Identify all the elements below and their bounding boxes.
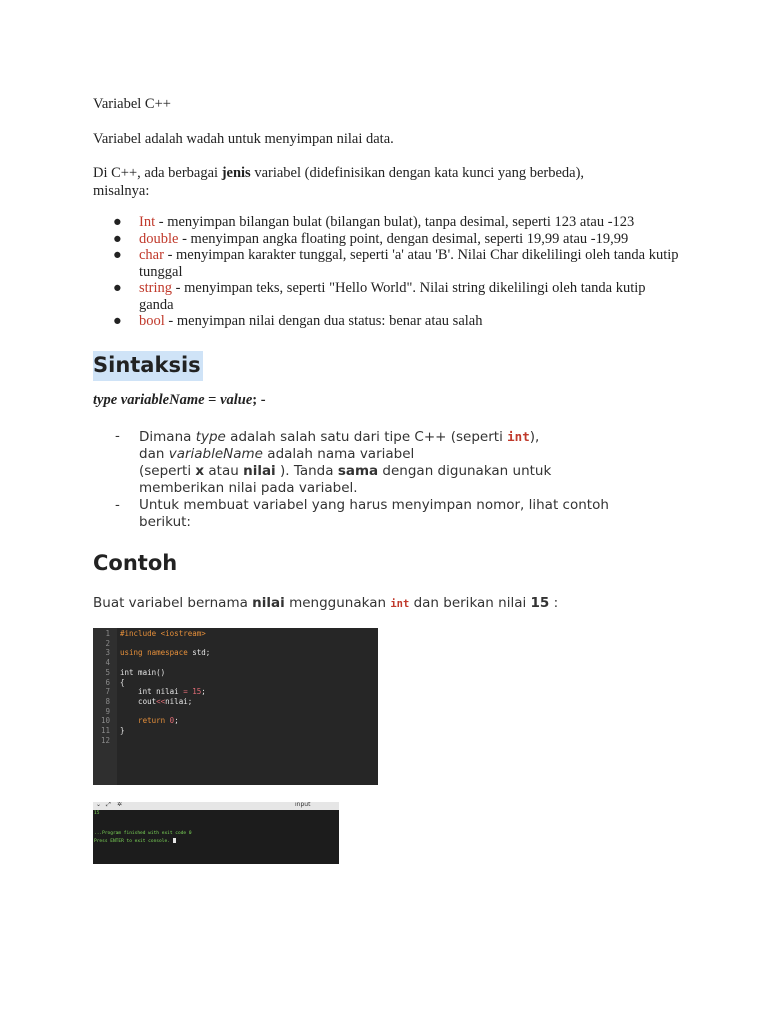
bullet-icon: ●: [113, 214, 122, 230]
inline-code: int: [390, 598, 410, 610]
bold-text: sama: [337, 463, 379, 479]
types-bold: jenis: [221, 165, 251, 181]
console-toolbar: [93, 802, 339, 810]
type-keyword: Int: [139, 214, 156, 230]
section-heading-sintaksis: [93, 353, 203, 377]
console-line: 15: [94, 811, 100, 816]
list-item: [93, 313, 683, 330]
bullet-icon: ●: [113, 230, 122, 247]
console-line: ...Program finished with exit code 0: [94, 831, 192, 836]
expand-icon[interactable]: ⤢: [106, 802, 111, 808]
list-item: [93, 231, 683, 248]
code-line: [120, 648, 210, 657]
line-number: 3: [105, 648, 110, 658]
types-text-2: variabel (didefinisikan dengan kata kunci yang berbeda),: [250, 165, 585, 181]
text: adalah salah satu dari tipe C++ (seperti: [225, 429, 508, 445]
code-token: {: [120, 677, 125, 687]
text: atau: [204, 463, 244, 479]
line-number: 8: [105, 696, 110, 706]
syntax-explanation-list: [93, 428, 693, 531]
text: menggunakan: [284, 595, 391, 611]
text: Dimana: [139, 429, 196, 445]
list-item: [93, 214, 683, 231]
code-line: [120, 687, 206, 696]
code-token: return: [120, 716, 170, 726]
variable-types-list: [93, 214, 683, 330]
code-token: }: [120, 726, 125, 735]
line-number: 2: [105, 638, 110, 648]
line-number: 9: [105, 706, 110, 716]
syntax-end: ; -: [252, 392, 266, 408]
code-token: int main(): [120, 667, 166, 677]
syntax-line: [93, 391, 266, 409]
list-item: [93, 428, 693, 497]
type-keyword: bool: [139, 313, 165, 329]
doc-title: Variabel C++: [93, 96, 171, 112]
text: dan berikan nilai: [409, 595, 531, 611]
output-console: [93, 802, 339, 864]
code-editor: [93, 628, 378, 785]
code-token: ;: [174, 716, 179, 726]
type-description: - menyimpan nilai dengan dua status: benar atau salah: [164, 313, 483, 329]
example-instruction: [93, 594, 558, 613]
syntax-eq: =: [204, 392, 221, 408]
list-item: [93, 247, 683, 280]
syntax-value: value: [220, 392, 253, 408]
text: :: [549, 595, 559, 611]
dash-icon: -: [115, 497, 120, 513]
intro-paragraph: Variabel adalah wadah untuk menyimpan nilai data.: [93, 131, 394, 147]
settings-icon[interactable]: ✲: [117, 802, 123, 808]
code-token: std;: [192, 648, 211, 658]
text: adalah nama variabel: [263, 446, 415, 462]
list-item: [93, 497, 693, 531]
text: Buat variabel bernama: [93, 595, 253, 611]
types-text-3: misalnya:: [93, 183, 150, 199]
type-keyword: string: [139, 280, 173, 296]
type-description: - menyimpan bilangan bulat (bilangan bulat), tanpa desimal, seperti 123 atau -123: [155, 214, 635, 230]
heading-text: Sintaksis: [93, 351, 203, 381]
bold-text: 15: [530, 595, 550, 611]
line-number: 11: [100, 726, 110, 735]
text: ). Tanda: [275, 463, 338, 479]
inline-code: int: [507, 429, 530, 444]
code-line: [120, 629, 206, 638]
chevron-down-icon[interactable]: ⌄: [96, 802, 102, 808]
code-token: ;: [201, 687, 206, 697]
code-line: [120, 726, 125, 735]
italic-text: variableName: [168, 446, 263, 462]
bold-text: x: [195, 463, 205, 479]
text: (seperti: [139, 463, 196, 479]
text: ),: [529, 429, 540, 445]
line-number: 7: [105, 687, 110, 697]
code-line: [120, 668, 165, 677]
types-paragraph: [93, 164, 693, 200]
code-token: nilai;: [165, 696, 193, 706]
code-token: <<: [156, 696, 166, 706]
line-number: 4: [105, 658, 110, 668]
dash-icon: -: [115, 428, 120, 444]
console-line: Press ENTER to exit console.: [94, 838, 176, 844]
line-number: 1: [105, 629, 110, 638]
text: Untuk membuat variabel yang harus menyimpan nomor, lihat contoh berikut:: [139, 497, 609, 530]
code-line: [120, 678, 125, 687]
type-keyword: char: [139, 247, 164, 263]
code-token: using namespace: [120, 648, 193, 658]
bullet-icon: ●: [113, 280, 122, 296]
types-text-1: Di C++, ada berbagai: [93, 165, 222, 181]
line-number: 5: [105, 667, 110, 677]
type-description: - menyimpan karakter tunggal, seperti 'a' atau 'B'. Nilai Char dikelilingi oleh tanda kutip tunggal: [139, 247, 679, 280]
text: dengan digunakan untuk: [378, 463, 552, 479]
code-token: 0: [169, 716, 175, 726]
syntax-type: type variableName: [93, 392, 205, 408]
line-number: 12: [100, 735, 110, 745]
list-item: [93, 280, 683, 313]
code-token: cout: [120, 696, 157, 706]
line-number: 6: [105, 677, 110, 687]
code-line: [120, 716, 179, 725]
type-keyword: double: [139, 230, 179, 247]
line-number: 10: [100, 716, 110, 726]
bullet-icon: ●: [113, 247, 122, 263]
bold-text: nilai: [243, 463, 276, 479]
italic-text: type: [195, 429, 226, 445]
code-line: [120, 697, 192, 706]
code-token: int nilai: [120, 687, 184, 697]
text: dan: [139, 446, 169, 462]
cursor-icon: [173, 838, 176, 843]
bold-text: nilai: [252, 595, 285, 611]
type-description: - menyimpan angka floating point, dengan desimal, seperti 19,99 atau -19,99: [178, 230, 629, 247]
bullet-icon: ●: [113, 313, 122, 329]
type-description: - menyimpan teks, seperti "Hello World". Nilai string dikelilingi oleh tanda kutip ganda: [139, 280, 646, 313]
code-token: = 15: [183, 687, 202, 697]
section-heading-contoh: Contoh: [93, 551, 178, 575]
code-token: #include <iostream>: [120, 629, 206, 638]
input-tab[interactable]: input: [295, 802, 311, 808]
text: memberikan nilai pada variabel.: [139, 480, 358, 496]
